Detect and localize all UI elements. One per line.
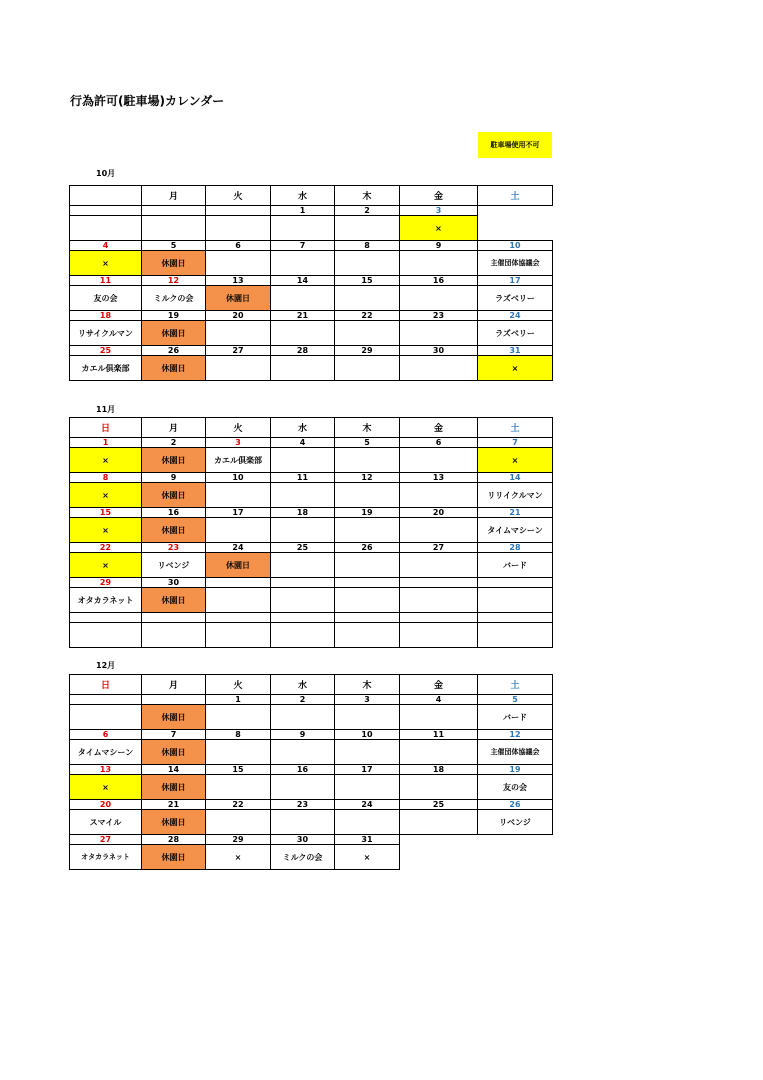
date-number: [206, 613, 271, 623]
date-number: [335, 613, 400, 623]
event-row: [70, 286, 553, 311]
date-number: 30: [400, 346, 478, 356]
date-number: 22: [206, 800, 271, 810]
event-cell: [271, 321, 335, 346]
date-number: [70, 613, 142, 623]
date-number: 1: [70, 438, 142, 448]
event-cell: リサイクルマン: [70, 321, 142, 346]
date-number: 6: [70, 730, 142, 740]
weekday-header-thu: 木: [335, 186, 400, 206]
date-number: 16: [400, 276, 478, 286]
calendar-october: [69, 185, 553, 381]
weekday-header-fri: 金: [400, 186, 478, 206]
date-number: 9: [142, 473, 206, 483]
page-title: 行為許可(駐車場)カレンダー: [70, 94, 225, 108]
date-row: [70, 578, 553, 588]
date-number: 20: [400, 508, 478, 518]
closed-day-cell: 休園日: [142, 483, 206, 508]
parking-unavailable-cell: ×: [70, 483, 142, 508]
closed-day-cell: 休園日: [142, 775, 206, 800]
month-label-december: 12月: [96, 661, 116, 670]
event-cell: [271, 356, 335, 381]
date-number: 28: [271, 346, 335, 356]
date-number: 11: [271, 473, 335, 483]
date-number: 10: [206, 473, 271, 483]
date-number: [400, 835, 478, 845]
event-cell: ラズベリー: [478, 321, 553, 346]
weekday-header-wed: 水: [271, 418, 335, 438]
parking-unavailable-cell: ×: [70, 448, 142, 473]
date-number: 26: [478, 800, 553, 810]
event-row: [70, 553, 553, 578]
weekday-header-wed: 水: [271, 186, 335, 206]
event-row: [70, 740, 553, 765]
event-cell: オタカラネット: [70, 588, 142, 613]
event-cell: リリイクルマン: [478, 483, 553, 508]
event-cell: [400, 810, 478, 835]
event-cell: [206, 356, 271, 381]
date-number: 13: [70, 765, 142, 775]
date-number: 22: [70, 543, 142, 553]
event-row: [70, 448, 553, 473]
date-number: 15: [335, 276, 400, 286]
date-number: 31: [335, 835, 400, 845]
event-cell: 主催団体協議会: [478, 740, 553, 765]
month-label-november: 11月: [96, 405, 116, 414]
date-number: [70, 695, 142, 705]
date-number: 28: [478, 543, 553, 553]
date-number: 23: [271, 800, 335, 810]
date-number: 26: [142, 346, 206, 356]
date-number: 11: [400, 730, 478, 740]
date-number: [478, 835, 553, 845]
date-number: 21: [142, 800, 206, 810]
date-number: 24: [335, 800, 400, 810]
date-number: 4: [70, 241, 142, 251]
parking-unavailable-cell: ×: [478, 356, 553, 381]
date-number: 25: [400, 800, 478, 810]
event-cell: バード: [478, 553, 553, 578]
calendar-december: [69, 674, 553, 870]
event-cell: [335, 623, 400, 648]
date-number: [70, 206, 142, 216]
date-row: [70, 765, 553, 775]
date-number: [206, 578, 271, 588]
event-cell: [335, 251, 400, 276]
event-cell: [400, 553, 478, 578]
date-number: 8: [70, 473, 142, 483]
weekday-header-tue: 火: [206, 186, 271, 206]
event-cell: [271, 623, 335, 648]
date-number: 14: [142, 765, 206, 775]
event-cell: [335, 286, 400, 311]
event-row: [70, 845, 553, 870]
date-number: [142, 613, 206, 623]
event-cell: [271, 448, 335, 473]
closed-day-cell: 休園日: [142, 321, 206, 346]
event-cell: [335, 356, 400, 381]
date-number: 18: [271, 508, 335, 518]
event-cell: [400, 775, 478, 800]
event-cell: [271, 286, 335, 311]
closed-day-cell: 休園日: [142, 740, 206, 765]
date-row: [70, 613, 553, 623]
date-number: 11: [70, 276, 142, 286]
event-cell: オタカラネット: [70, 845, 142, 870]
date-number: 27: [400, 543, 478, 553]
date-number: [142, 206, 206, 216]
event-row: [70, 483, 553, 508]
event-cell: [335, 705, 400, 730]
event-cell: [271, 810, 335, 835]
event-row: [70, 518, 553, 543]
date-number: 23: [400, 311, 478, 321]
weekday-header-sun: [70, 186, 142, 206]
parking-unavailable-cell: ×: [70, 775, 142, 800]
date-number: [142, 695, 206, 705]
date-number: 16: [271, 765, 335, 775]
event-cell: ラズベリー: [478, 286, 553, 311]
date-number: 7: [142, 730, 206, 740]
date-number: 24: [206, 543, 271, 553]
calendar-november: [69, 417, 553, 648]
weekday-header-fri: 金: [400, 675, 478, 695]
date-number: 20: [206, 311, 271, 321]
date-number: 12: [478, 730, 553, 740]
date-number: 5: [335, 438, 400, 448]
date-number: 19: [478, 765, 553, 775]
weekday-header-mon: 月: [142, 675, 206, 695]
date-number: 18: [70, 311, 142, 321]
event-cell: [271, 483, 335, 508]
event-row: [70, 705, 553, 730]
event-cell: バード: [478, 705, 553, 730]
date-number: 2: [271, 695, 335, 705]
event-cell: [335, 483, 400, 508]
parking-unavailable-cell: ×: [400, 216, 478, 241]
weekday-header-row: [70, 186, 553, 206]
event-cell: ミルクの会: [142, 286, 206, 311]
date-number: 22: [335, 311, 400, 321]
date-number: 8: [335, 241, 400, 251]
event-cell: [400, 483, 478, 508]
event-cell: [206, 321, 271, 346]
weekday-header-mon: 月: [142, 186, 206, 206]
event-cell: [271, 216, 335, 241]
date-number: 7: [271, 241, 335, 251]
date-number: 17: [206, 508, 271, 518]
date-row: [70, 508, 553, 518]
date-number: 1: [271, 206, 335, 216]
event-row: [70, 321, 553, 346]
event-cell: [335, 518, 400, 543]
closed-day-cell: 休園日: [142, 518, 206, 543]
event-cell: [478, 623, 553, 648]
date-number: 21: [271, 311, 335, 321]
date-number: 19: [335, 508, 400, 518]
event-cell: [478, 845, 553, 870]
weekday-header-fri: 金: [400, 418, 478, 438]
event-cell: [335, 775, 400, 800]
event-cell: [335, 810, 400, 835]
event-cell: [206, 251, 271, 276]
closed-day-cell: 休園日: [142, 588, 206, 613]
event-cell: [400, 705, 478, 730]
date-number: 13: [206, 276, 271, 286]
event-cell: [206, 483, 271, 508]
date-number: 30: [142, 578, 206, 588]
date-number: 3: [400, 206, 478, 216]
event-cell: カエル倶楽部: [70, 356, 142, 381]
date-number: 4: [271, 438, 335, 448]
date-row: [70, 543, 553, 553]
date-number: 30: [271, 835, 335, 845]
date-number: [478, 578, 553, 588]
date-number: 9: [271, 730, 335, 740]
weekday-header-sun: 日: [70, 675, 142, 695]
date-number: 15: [206, 765, 271, 775]
legend-parking-unavailable: 駐車場使用不可: [478, 132, 552, 158]
weekday-header-sat: 土: [478, 675, 553, 695]
event-cell: [400, 845, 478, 870]
event-cell: [400, 740, 478, 765]
date-number: 10: [335, 730, 400, 740]
event-cell: [271, 740, 335, 765]
date-row: [70, 346, 553, 356]
event-cell: [206, 775, 271, 800]
event-cell: [142, 216, 206, 241]
date-number: 28: [142, 835, 206, 845]
weekday-header-sat: 土: [478, 186, 553, 206]
event-row: [70, 356, 553, 381]
date-number: 3: [335, 695, 400, 705]
date-number: 5: [478, 695, 553, 705]
date-number: [478, 613, 553, 623]
event-cell: [70, 216, 142, 241]
closed-day-cell: 休園日: [142, 356, 206, 381]
event-cell: [206, 623, 271, 648]
event-cell: ×: [206, 845, 271, 870]
event-cell: [400, 588, 478, 613]
date-number: 8: [206, 730, 271, 740]
event-cell: タイムマシーン: [70, 740, 142, 765]
weekday-header-sun: 日: [70, 418, 142, 438]
parking-unavailable-cell: ×: [70, 518, 142, 543]
event-cell: 主催団体協議会: [478, 251, 553, 276]
event-row: [70, 623, 553, 648]
parking-unavailable-cell: ×: [70, 251, 142, 276]
date-number: [400, 578, 478, 588]
event-cell: [271, 588, 335, 613]
date-row: [70, 438, 553, 448]
weekday-header-mon: 月: [142, 418, 206, 438]
event-cell: [206, 588, 271, 613]
weekday-header-row: [70, 675, 553, 695]
date-number: 17: [335, 765, 400, 775]
event-cell: [271, 775, 335, 800]
event-cell: [206, 740, 271, 765]
date-row: [70, 730, 553, 740]
event-row: [70, 216, 553, 241]
date-row: [70, 835, 553, 845]
closed-day-cell: 休園日: [142, 810, 206, 835]
event-cell: [335, 448, 400, 473]
date-row: [70, 206, 553, 216]
closed-day-cell: 休園日: [206, 553, 271, 578]
weekday-header-row: [70, 418, 553, 438]
date-number: 21: [478, 508, 553, 518]
weekday-header-thu: 木: [335, 418, 400, 438]
event-cell: [400, 356, 478, 381]
event-cell: [271, 251, 335, 276]
weekday-header-thu: 木: [335, 675, 400, 695]
date-number: 20: [70, 800, 142, 810]
weekday-header-wed: 水: [271, 675, 335, 695]
event-cell: [206, 216, 271, 241]
event-cell: [335, 216, 400, 241]
date-number: 4: [400, 695, 478, 705]
event-cell: 友の会: [478, 775, 553, 800]
event-cell: [206, 810, 271, 835]
date-number: 19: [142, 311, 206, 321]
date-number: 18: [400, 765, 478, 775]
date-number: 13: [400, 473, 478, 483]
date-number: 29: [206, 835, 271, 845]
date-number: 14: [271, 276, 335, 286]
date-number: 7: [478, 438, 553, 448]
event-cell: カエル倶楽部: [206, 448, 271, 473]
date-number: 16: [142, 508, 206, 518]
event-cell: スマイル: [70, 810, 142, 835]
date-number: 23: [142, 543, 206, 553]
date-number: 14: [478, 473, 553, 483]
date-number: [335, 578, 400, 588]
date-number: 25: [271, 543, 335, 553]
event-cell: ×: [335, 845, 400, 870]
date-number: 29: [70, 578, 142, 588]
date-number: 3: [206, 438, 271, 448]
event-cell: タイムマシーン: [478, 518, 553, 543]
weekday-header-tue: 火: [206, 418, 271, 438]
date-number: 6: [400, 438, 478, 448]
closed-day-cell: 休園日: [206, 286, 271, 311]
date-number: 29: [335, 346, 400, 356]
event-cell: [335, 321, 400, 346]
date-number: 27: [70, 835, 142, 845]
date-number: 1: [206, 695, 271, 705]
parking-unavailable-cell: ×: [478, 448, 553, 473]
event-cell: [271, 553, 335, 578]
event-cell: [142, 623, 206, 648]
event-cell: [271, 518, 335, 543]
weekday-header-sat: 土: [478, 418, 553, 438]
date-row: [70, 695, 553, 705]
event-row: [70, 588, 553, 613]
event-cell: ミルクの会: [271, 845, 335, 870]
date-row: [70, 473, 553, 483]
date-number: 10: [478, 241, 553, 251]
event-row: [70, 810, 553, 835]
event-cell: [70, 623, 142, 648]
event-cell: リベンジ: [478, 810, 553, 835]
event-cell: [400, 251, 478, 276]
date-number: [271, 578, 335, 588]
event-cell: [206, 705, 271, 730]
date-number: 25: [70, 346, 142, 356]
date-row: [70, 800, 553, 810]
date-row: [70, 241, 553, 251]
event-cell: [400, 518, 478, 543]
date-number: 31: [478, 346, 553, 356]
month-label-october: 10月: [96, 169, 116, 178]
closed-day-cell: 休園日: [142, 448, 206, 473]
date-number: 9: [400, 241, 478, 251]
event-row: [70, 251, 553, 276]
date-number: [271, 613, 335, 623]
date-number: 6: [206, 241, 271, 251]
event-cell: [271, 705, 335, 730]
event-cell: [478, 588, 553, 613]
date-number: 2: [142, 438, 206, 448]
date-row: [70, 311, 553, 321]
date-number: 5: [142, 241, 206, 251]
date-number: 2: [335, 206, 400, 216]
event-cell: [400, 448, 478, 473]
date-number: [400, 613, 478, 623]
event-cell: 友の会: [70, 286, 142, 311]
closed-day-cell: 休園日: [142, 845, 206, 870]
date-number: 12: [142, 276, 206, 286]
parking-unavailable-cell: ×: [70, 553, 142, 578]
event-cell: [400, 286, 478, 311]
date-number: 24: [478, 311, 553, 321]
event-cell: [335, 740, 400, 765]
event-cell: [335, 553, 400, 578]
event-cell: リベンジ: [142, 553, 206, 578]
date-number: 26: [335, 543, 400, 553]
date-number: 27: [206, 346, 271, 356]
event-row: [70, 775, 553, 800]
event-cell: [335, 588, 400, 613]
closed-day-cell: 休園日: [142, 251, 206, 276]
date-number: [206, 206, 271, 216]
closed-day-cell: 休園日: [142, 705, 206, 730]
date-number: 15: [70, 508, 142, 518]
date-row: [70, 276, 553, 286]
weekday-header-tue: 火: [206, 675, 271, 695]
date-number: 12: [335, 473, 400, 483]
event-cell: [400, 321, 478, 346]
event-cell: [400, 623, 478, 648]
event-cell: [70, 705, 142, 730]
date-number: 17: [478, 276, 553, 286]
event-cell: [206, 518, 271, 543]
